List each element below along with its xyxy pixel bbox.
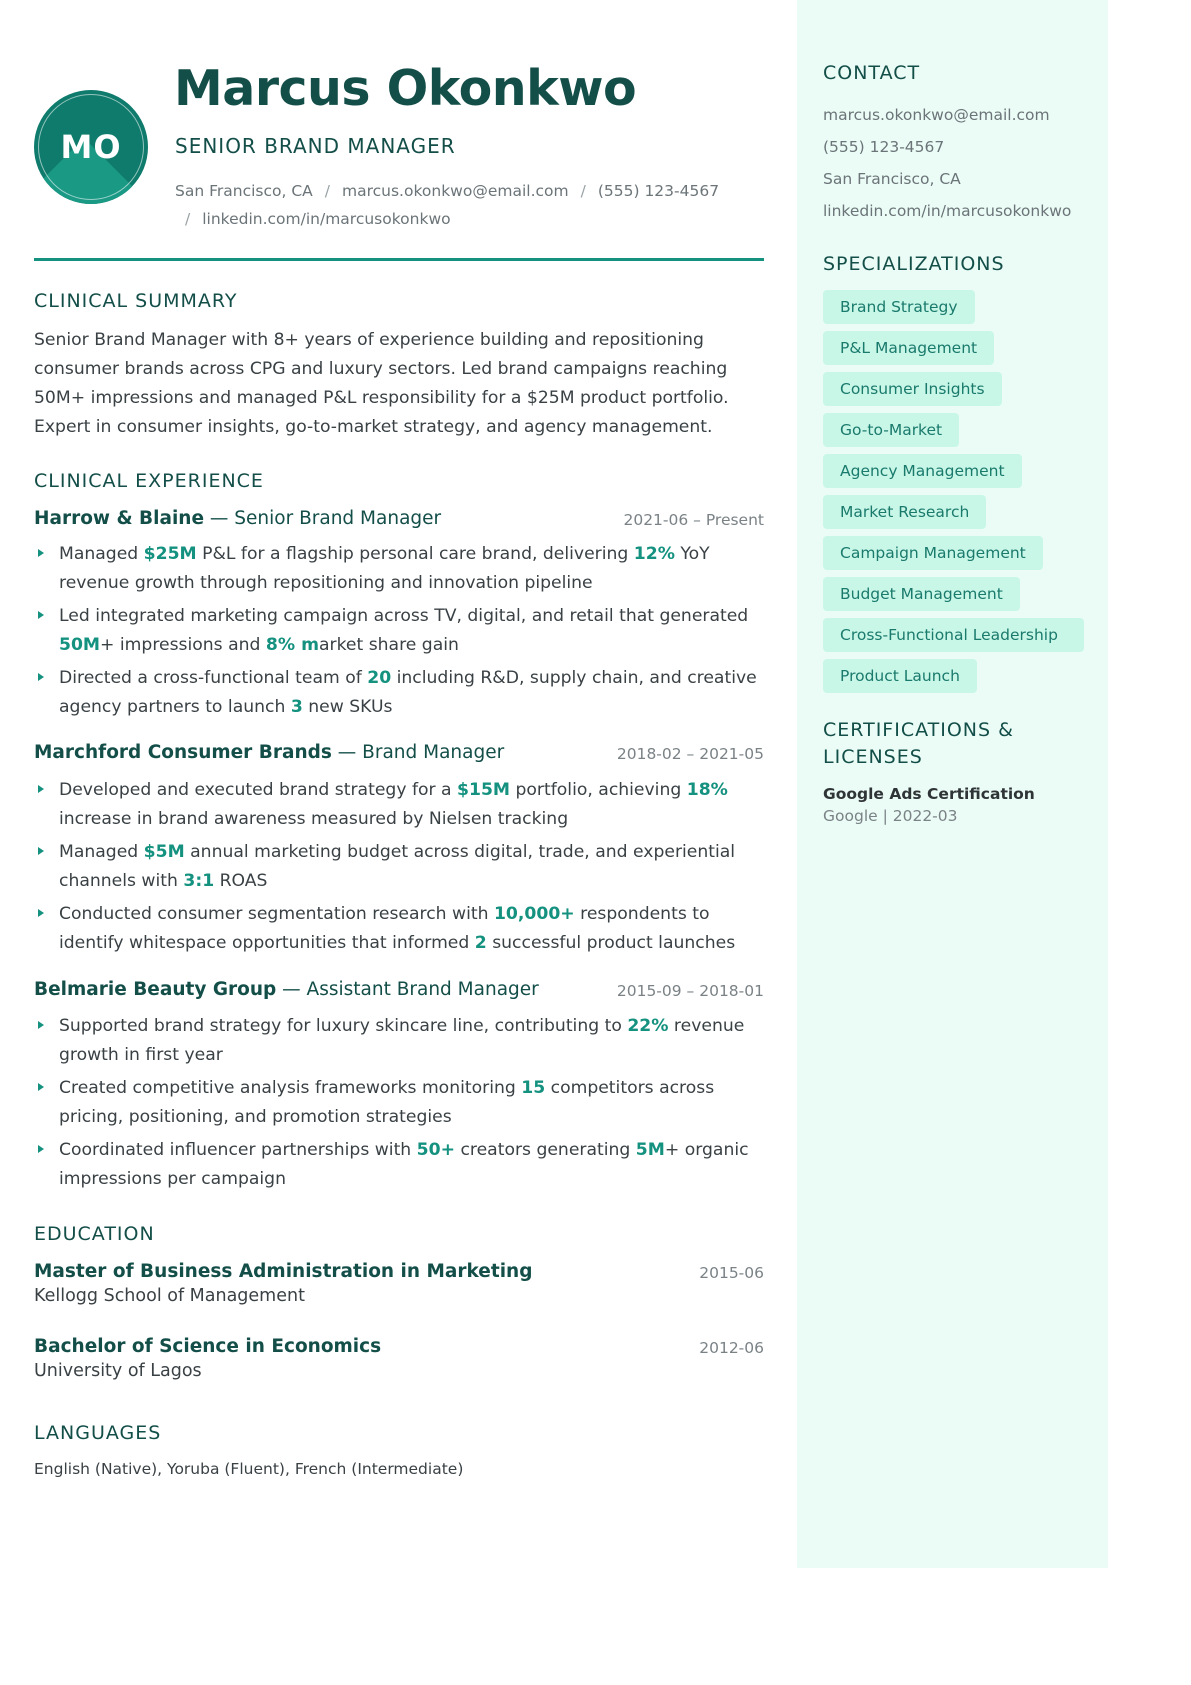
contact-linkedin-link[interactable]: linkedin.com/in/marcusokonkwo: [823, 202, 1072, 220]
highlighted-metric: 50M: [59, 635, 101, 655]
job-header: [34, 742, 764, 768]
candidate-name: Marcus Okonkwo: [174, 60, 637, 117]
bullet-arrow-icon: [38, 549, 44, 557]
job-header: [34, 508, 764, 534]
bullet-arrow-icon: [38, 611, 44, 619]
bullet-text: Created competitive analysis frameworks monitoring: [59, 1078, 522, 1098]
bullet-text: respondents to identify whitespace opportunities that informed: [59, 904, 710, 953]
education-school: University of Lagos: [34, 1361, 202, 1381]
bullet-arrow-icon: [38, 1083, 44, 1091]
separator: /: [324, 182, 330, 200]
specialization-chip: Consumer Insights: [823, 372, 1002, 406]
specialization-chip: Cross-Functional Leadership: [823, 618, 1084, 652]
highlighted-metric: 50+: [416, 1140, 455, 1160]
highlighted-metric: 22%: [627, 1016, 669, 1036]
contact-email-link[interactable]: marcus.okonkwo@email.com: [823, 106, 1050, 124]
job-bullet-list: [34, 1012, 764, 1198]
specialization-chip: Product Launch: [823, 659, 977, 693]
header-email-link[interactable]: marcus.okonkwo@email.com: [342, 182, 569, 200]
highlighted-metric: 15: [521, 1078, 546, 1098]
bullet-text: P&L for a flagship personal care brand, delivering: [196, 544, 634, 564]
job-title: [34, 979, 539, 1000]
bullet-text: revenue growth in first year: [59, 1016, 745, 1065]
contact-list: [823, 99, 1084, 227]
job-bullet: [34, 1136, 764, 1194]
bullet-text: Developed and executed brand strategy for a: [59, 780, 458, 800]
bullet-text: competitors across pricing, positioning, and promotion strategies: [59, 1078, 715, 1127]
specialization-chip: Campaign Management: [823, 536, 1043, 570]
education-date: 2015-06: [699, 1264, 764, 1282]
job-dates: 2015-09 – 2018-01: [616, 982, 764, 1000]
job-dates: 2021-06 – Present: [623, 511, 764, 529]
job-role: — Senior Brand Manager: [204, 508, 442, 529]
bullet-text: including R&D, supply chain, and creative agency partners to launch: [59, 668, 757, 717]
bullet-text: increase in brand awareness measured by Nielsen tracking: [59, 809, 569, 829]
job-company: Belmarie Beauty Group: [34, 979, 277, 1000]
bullet-text: successful product launches: [486, 933, 736, 953]
education-heading: EDUCATION: [34, 1223, 155, 1245]
header-location: San Francisco, CA: [175, 182, 313, 200]
job-header: [34, 979, 764, 1005]
highlighted-metric: 20: [367, 668, 392, 688]
separator: /: [580, 182, 586, 200]
specialization-chip: Agency Management: [823, 454, 1022, 488]
header-contact-line: [175, 177, 770, 233]
certification-meta: Google | 2022-03: [823, 807, 958, 825]
experience-heading: CLINICAL EXPERIENCE: [34, 470, 264, 492]
job-role: — Brand Manager: [331, 742, 505, 763]
specialization-chip: Go-to-Market: [823, 413, 959, 447]
education-item: [34, 1261, 764, 1306]
bullet-text: Supported brand strategy for luxury skincare line, contributing to: [59, 1016, 628, 1036]
highlighted-metric: 10,000+: [493, 904, 575, 924]
bullet-text: + organic impressions per campaign: [59, 1140, 749, 1189]
job-bullet: [34, 900, 764, 958]
job-company: Harrow & Blaine: [34, 508, 205, 529]
highlighted-metric: $15M: [457, 780, 511, 800]
bullet-arrow-icon: [38, 785, 44, 793]
job-role: — Assistant Brand Manager: [276, 979, 539, 1000]
job-bullet: [34, 664, 764, 722]
bullet-text: YoY revenue growth through repositioning and innovation pipeline: [59, 544, 710, 593]
highlighted-metric: 18%: [686, 780, 728, 800]
job-bullet: [34, 1012, 764, 1070]
highlighted-metric: 2: [474, 933, 487, 953]
bullet-arrow-icon: [38, 673, 44, 681]
job-company: Marchford Consumer Brands: [34, 742, 332, 763]
specializations-heading: SPECIALIZATIONS: [823, 253, 1005, 275]
highlighted-metric: $25M: [143, 544, 197, 564]
contact-heading: CONTACT: [823, 62, 921, 84]
header-linkedin-link[interactable]: linkedin.com/in/marcusokonkwo: [202, 210, 451, 228]
highlighted-metric: 3:1: [183, 871, 215, 891]
languages-heading: LANGUAGES: [34, 1422, 162, 1444]
bullet-arrow-icon: [38, 1021, 44, 1029]
header-phone: (555) 123-4567: [597, 182, 720, 200]
specialization-chip: Market Research: [823, 495, 986, 529]
education-school: Kellogg School of Management: [34, 1286, 305, 1306]
education-degree: Bachelor of Science in Economics: [34, 1336, 382, 1357]
bullet-arrow-icon: [38, 909, 44, 917]
specialization-chip: Brand Strategy: [823, 290, 975, 324]
contact-location: San Francisco, CA: [823, 170, 961, 188]
job-title: [34, 508, 441, 529]
contact-phone: (555) 123-4567: [823, 138, 945, 156]
highlighted-metric: 12%: [633, 544, 675, 564]
specialization-chip: P&L Management: [823, 331, 994, 365]
summary-text: Senior Brand Manager with 8+ years of experience building and repositioning consumer brands across CPG and luxury sectors. Led brand campaigns reaching 50M+ impressions and managed P&L responsibility for a $25M product portfolio. Expert in consumer insights, go-to-market strategy, and agency management.: [34, 330, 729, 437]
job-bullet: [34, 838, 764, 896]
separator: /: [185, 210, 191, 228]
highlighted-metric: $5M: [143, 842, 185, 862]
highlighted-metric: 8% m: [265, 635, 319, 655]
education-date: 2012-06: [699, 1339, 764, 1357]
specializations-list: [823, 290, 1084, 693]
bullet-text: arket share gain: [318, 635, 459, 655]
bullet-text: Managed: [59, 842, 144, 862]
bullet-text: Managed: [59, 544, 144, 564]
avatar: [34, 90, 148, 204]
bullet-arrow-icon: [38, 847, 44, 855]
education-degree: Master of Business Administration in Marketing: [34, 1261, 533, 1282]
specialization-chip: Budget Management: [823, 577, 1020, 611]
bullet-text: portfolio, achieving: [510, 780, 687, 800]
highlighted-metric: 3: [290, 697, 303, 717]
sidebar: [797, 0, 1108, 1568]
bullet-text: ROAS: [214, 871, 268, 891]
bullet-text: Directed a cross-functional team of: [59, 668, 368, 688]
job-bullet: [34, 1074, 764, 1132]
certification-name: Google Ads Certification: [823, 785, 1035, 803]
highlighted-metric: 5M: [635, 1140, 665, 1160]
bullet-text: creators generating: [455, 1140, 636, 1160]
job-title: [34, 742, 504, 763]
summary-heading: CLINICAL SUMMARY: [34, 290, 238, 312]
languages-text: English (Native), Yoruba (Fluent), French (Intermediate): [34, 1460, 464, 1478]
job-dates: 2018-02 – 2021-05: [616, 745, 764, 763]
bullet-arrow-icon: [38, 1145, 44, 1153]
bullet-text: + impressions and: [100, 635, 266, 655]
bullet-text: Led integrated marketing campaign across TV, digital, and retail that generated: [59, 606, 749, 626]
job-bullet: [34, 540, 764, 598]
header-divider: [34, 258, 764, 261]
bullet-text: Coordinated influencer partnerships with: [59, 1140, 417, 1160]
avatar-initials: MO: [60, 128, 122, 166]
bullet-text: annual marketing budget across digital, trade, and experiential channels with: [59, 842, 736, 891]
education-item: [34, 1336, 764, 1381]
job-bullet: [34, 602, 764, 660]
certifications-heading: CERTIFICATIONS & LICENSES: [823, 719, 1014, 768]
bullet-text: Conducted consumer segmentation research with: [59, 904, 494, 924]
job-bullet-list: [34, 776, 764, 962]
job-bullet: [34, 776, 764, 834]
bullet-text: new SKUs: [302, 697, 393, 717]
job-bullet-list: [34, 540, 764, 726]
candidate-headline: SENIOR BRAND MANAGER: [175, 134, 456, 158]
